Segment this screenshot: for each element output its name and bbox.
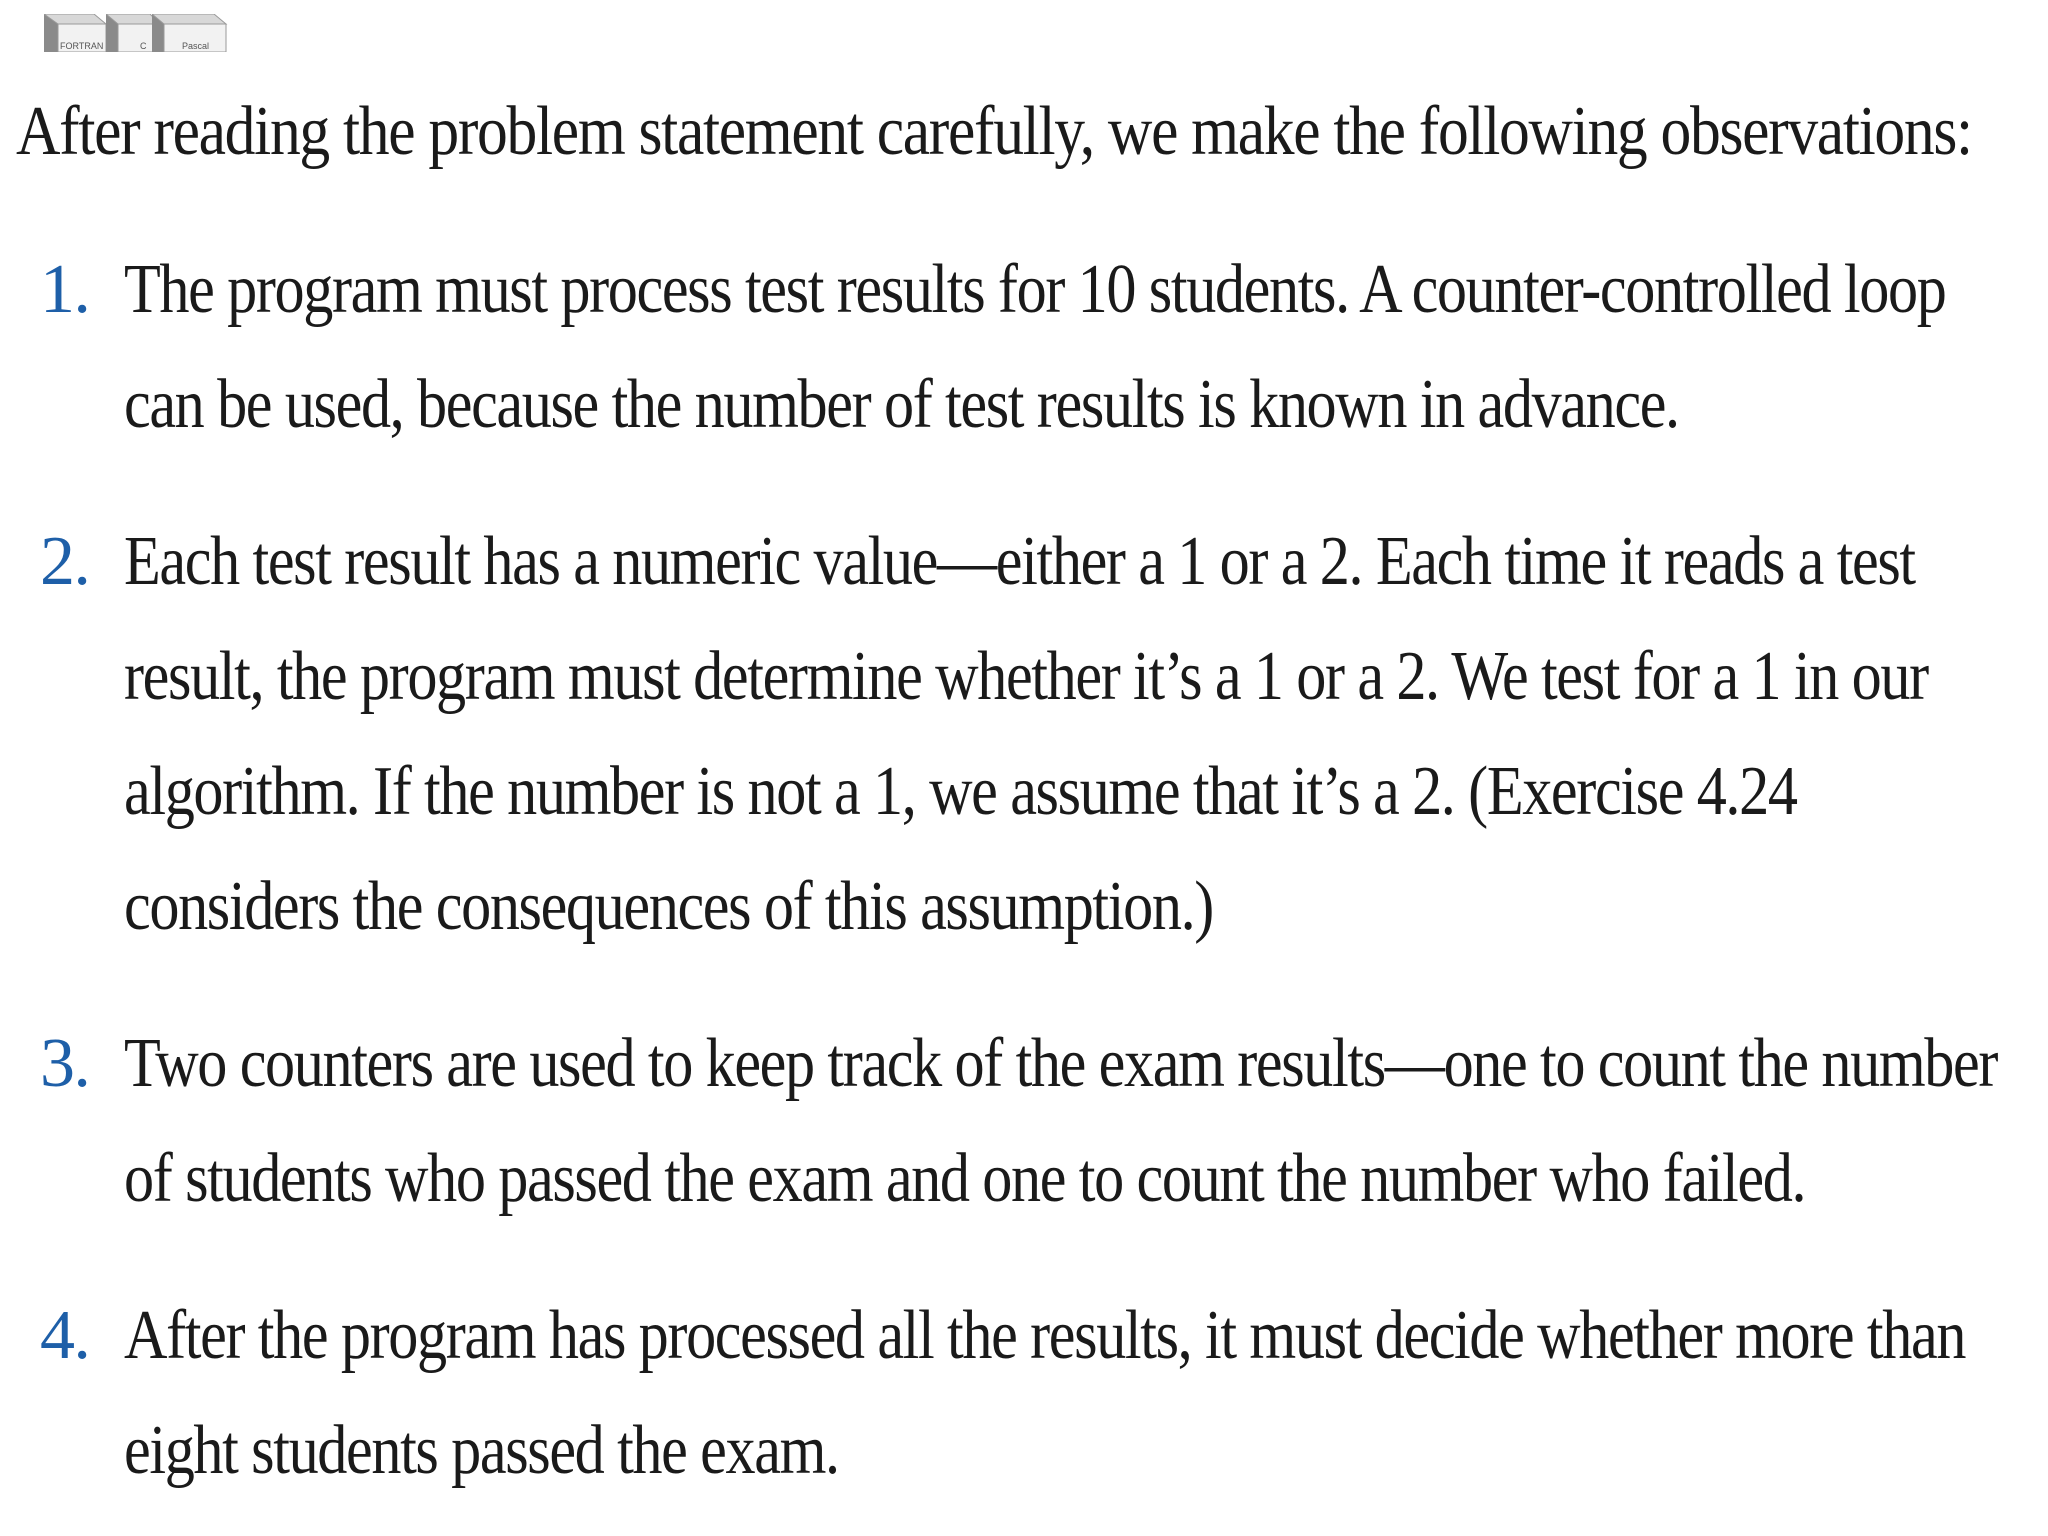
observation-number: 3. [40,1025,90,1102]
observation-item [40,232,2000,462]
observation-item [40,1278,2000,1508]
book-label-c: C [140,41,147,51]
book-label-fortran: FORTRAN [60,41,104,51]
observation-text: Each test result has a numeric value—either a 1 or a 2. Each time it reads a test result, the program must determine whether it’s a 1 or a 2. We test for a 1 in our algorithm. If the number is not a 1, we assume that it’s a 2. (Exercise 4.24 considers the consequences of this assumption.) [124,523,1928,945]
observation-text: After the program has processed all the results, it must decide whether more than eight students passed the exam. [124,1297,1966,1489]
observation-text: Two counters are used to keep track of the exam results—one to count the number of students who passed the exam and one to count the number who failed. [124,1025,1998,1217]
observation-number: 4. [40,1297,90,1374]
language-books-graphic [44,14,244,52]
book-label-pascal: Pascal [182,41,210,51]
observation-item [40,504,2000,964]
intro-paragraph: After reading the problem statement carefully, we make the following observations: [16,93,1972,170]
observation-number: 2. [40,523,90,600]
observation-text: The program must process test results for 10 students. A counter-controlled loop can be used, because the number of test results is known in advance. [124,251,1946,443]
observation-item [40,1006,2000,1236]
book-icon [152,14,228,52]
book-icon [44,14,108,52]
observations-list [40,232,2000,1536]
observation-number: 1. [40,251,90,328]
